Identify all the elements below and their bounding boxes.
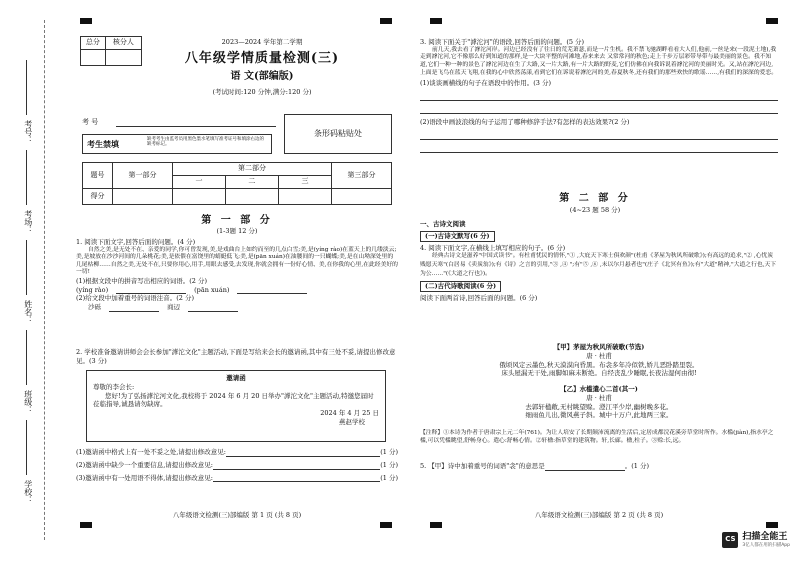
answer-blank[interactable] (545, 462, 625, 471)
binding-label-class: 班级： (23, 390, 33, 414)
answer-blank[interactable] (213, 461, 380, 470)
answer-blank[interactable] (213, 474, 380, 483)
part-1: 一、古诗文阅读 (一)古诗文默写(6 分) 4. 阅读下面文字,在横线上填写相应的句子。(6 分) 经典古诗文是滋养"中国式读书"。有杜甫忧民的情怀,"① ,大庇天下寒士俱欢颜"(杜甫《茅屋为秋风所破歌》);有高远的追求,"② ,心忧炭贱愿天寒"(白居易《卖炭翁》);有《诗》之言的引用,"③ ,④ ";有"⑤ ,⑥ ,未以尔月悬者也"(庄子《北冥有鱼》);有"大道"精神,"大道之行也,天下为公……"(《大道之行也》)。 (二)古代诗歌阅读(6 分) 阅读下面两首诗,回答后面的问题。(6 分) (420, 220, 777, 303)
registration-mark (80, 522, 92, 528)
kaohao-label: 考 号 (82, 118, 99, 126)
page-title: 八年级学情质量检测(三) (184, 51, 340, 66)
camscanner-icon: CS (722, 532, 738, 548)
scanner-watermark: CS 扫描全能王 3亿人都在用的扫描App (722, 531, 790, 549)
answer-line[interactable] (420, 104, 778, 114)
barcode-area: 条形码粘贴处 (284, 114, 392, 154)
binding-dashed-line (44, 20, 45, 540)
registration-mark (766, 18, 778, 24)
score-table: 题号 第一部分 第二部分 第三部分 一 二 三 得分 (82, 162, 392, 205)
page-2 (420, 30, 778, 520)
answer-line[interactable] (420, 143, 778, 153)
question-1: 1. 阅读下面文字,回答后面的问题。(4 分) 自然之美,是无处不在、亲爱的同学,你可曾发现,美,是戏曲台上如约而至的几点白雪;美,是(yíng rào)在蓝天上的几缕淡云;美,是坡放在沙沙河间的几朵桃花;美,是依偎在富饶里的蜻蜓低飞;美,是(pān xuán)在油腰间的一只蝴蝶;美,是在山坳深处里的几尾枯柳……自然之美,无处不在,只要你用心,用手,用眼去感受,去发现,你就会拥有一份好心情、美,在你我的心里,在此经美好的一切! (1)根据文段中的拼音写出相应的词语。(2 分) (yíng rào) (pān xuán) (2)给文段中加着重号的词语注音。(2 分) 沙砾 商辺 (76, 238, 398, 312)
answer-line[interactable] (420, 91, 778, 101)
score-cell[interactable] (278, 189, 331, 205)
answer-blank[interactable] (237, 286, 307, 295)
registration-mark (80, 18, 92, 24)
registration-mark (430, 522, 442, 528)
section-1-title: 第 一 部 分 (201, 215, 273, 226)
answer-line[interactable] (420, 130, 778, 140)
question-3: 3. 阅读下面关于"滹沱河"的语段,回答后面的问题。(5 分) 前几天,我去看了滹沱河岸。河边已经没有了往日的荒芜萧瑟,而是一片生机。我不禁飞驰湖畔看看大人们,他前,一丝是来(一段泥土地),我走到滹沱河,它不像那么好到知道的那样,是一大块平整的河滩地,春来来去 又常常河的秋色;走上千步万层彩带导带与最美丽的景色。我不知道,它们一种一种的景色了滹沱河边在生了大路,又一片大路,有一片大路的野麦,它们仿佛在向我诉说着滹沱河的美丽时光。又,站在滹沱河边,上面是飞鸟在蓝天飞翔,在我的心中欣然荡漾,看到它们在诉说着滹沱河的美,春夏秋冬,还有我们的那些欢快的歌谣……,有我们的深深的爱恋。 (1)谈谈画横线的句子在语段中的作用。(3 分) (2)语段中画波浪线的句子运用了哪种修辞手法?有怎样的表达效果?(2 分) (420, 38, 778, 156)
score-box: 总分 核分人 (80, 36, 142, 66)
invitation-box: 邀请函 尊敬的李会长: 您好!为了弘扬滹沱河文化,我校将于 2024 年 6 月 20 日举办"滹沱文化"主题活动,特邀您届时莅临指导,诚恳请勿缺席。 2024 年 4 月 25 日 燕赵学校 (86, 370, 386, 442)
forbidden-box: 考生禁填 缺考考生由监考员用黑色墨水笔填写准考证号和填涂右边的缺考标记。 (82, 134, 272, 154)
kaohao-input[interactable] (116, 126, 276, 127)
score-cell[interactable] (113, 189, 173, 205)
section-2-title: 第 二 部 分 (559, 193, 631, 204)
total-score-cell[interactable] (81, 50, 106, 66)
score-cell[interactable] (173, 189, 226, 205)
question-4-text: 经典古诗文是滋养"中国式读书"。有杜甫忧民的情怀,"① ,大庇天下寒士俱欢颜"(杜甫《茅屋为秋风所破歌》);有高远的追求,"② ,心忧炭贱愿天寒"(白居易《卖炭翁》);有《诗》之言的引用,"③ ,④ ";有"⑤ ,⑥ ,未以尔月悬者也"(庄子《北冥有鱼》);有"大道"精神,"大道之行也,天下为公……"(《大道之行也》)。 (420, 253, 777, 278)
registration-mark (766, 522, 778, 528)
section-2-sub: (4~23 题 58 分) (569, 206, 621, 214)
question-5: 5. 【甲】诗中加着重号的词语"衾"的意思是 。(1 分) (420, 462, 650, 470)
poem-2: 【乙】水槛遣心二首(其一) 唐 · 杜甫 去郭轩楹敞,无村眺望赊。澄江平少岸,幽树晚多花。 细雨鱼儿出,微风燕子斜。城中十万户,此地两三家。 (525, 385, 673, 420)
school-year: 2023—2024 学年第二学期 (221, 38, 303, 46)
binding-label-kaochang: 考场： (23, 210, 33, 234)
binding-label-kaohao: 考号： (23, 120, 33, 144)
page-1-footer: 八年级语文检测(三)部编版 第 1 页 (共 8 页) (172, 511, 302, 520)
section-1-sub: (1-3题 12 分) (216, 227, 258, 235)
binding-label-school: 学校： (23, 480, 33, 504)
poem-1: 【甲】茅屋为秋风所破歌(节选) 唐 · 杜甫 俄顷风定云墨色,秋天漠漠向昏黑。布衾多年冷似铁,娇儿恶卧踏里裂。 床头屋漏无干处,雨脚如麻未断绝。自经丧乱少睡眠,长夜沾湿何由彻! (499, 343, 699, 378)
binding-margin (0, 0, 62, 561)
poem-note: 【注释】①本诗为作者于唐肃宗上元二年(761)。为让人培安了长期颠沛流离的生活后,定居成都浣花溪旁草堂时所作。水槛(jiàn),指水亭之槛,可以凭槛眺望,舒畅身心。遣心:舒畅心情。②轩楹:指草堂的建筑物。轩,长廊。楹,柱子。③赊:长,远。 (420, 430, 774, 444)
exam-info: (考试时间:120 分钟,满分:120 分) (212, 88, 312, 96)
registration-mark (430, 18, 442, 24)
question-2: 2. 学校准备邀请讲师会会长参加"滹沱文化"主题活动,下面是写给来会长的邀请函,其中有三处不妥,请提出修改意见。(3 分) (76, 348, 396, 365)
binding-label-name: 姓名： (23, 300, 33, 324)
registration-mark (380, 522, 392, 528)
subsection-2: (二)古代诗歌阅读(6 分) (420, 281, 501, 292)
answer-blank[interactable] (188, 303, 238, 312)
subject-title: 语 文(部编版) (230, 71, 294, 82)
question-2-parts: (1)邀请函中格式上有一处不妥之处,请提出修改意见: (1 分) (2)邀请函中缺少一个重要信息,请提出修改意见: (1 分) (3)邀请函中有一处用语不得体,请提出修改意见: (1 分) (76, 448, 398, 482)
registration-mark (380, 18, 392, 24)
score-cell[interactable] (332, 189, 392, 205)
page-2-footer: 八年级语文检测(三)部编版 第 2 页 (共 8 页) (534, 511, 664, 520)
page-1 (72, 30, 402, 520)
answer-blank[interactable] (109, 303, 159, 312)
checker-cell[interactable] (105, 50, 141, 66)
subsection-1: (一)古诗文默写(6 分) (420, 231, 495, 242)
answer-blank[interactable] (226, 448, 380, 457)
score-cell[interactable] (225, 189, 278, 205)
